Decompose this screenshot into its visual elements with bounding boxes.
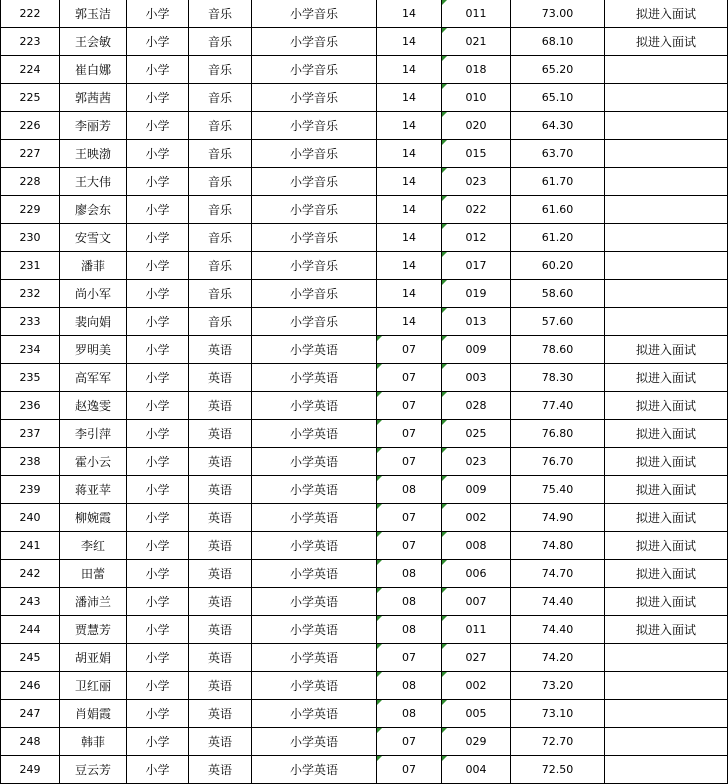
- group-code-cell: 08: [377, 616, 442, 644]
- table-row: [1, 644, 728, 672]
- group-code-cell: 08: [377, 588, 442, 616]
- score-cell: 78.60: [511, 336, 605, 364]
- group-code-cell: 07: [377, 644, 442, 672]
- position-cell: 小学英语: [252, 504, 377, 532]
- score-cell: 65.20: [511, 56, 605, 84]
- row-number-cell: 226: [1, 112, 60, 140]
- table-row: [1, 728, 728, 756]
- row-number-cell: 240: [1, 504, 60, 532]
- group-code-cell: 14: [377, 252, 442, 280]
- subject-cell: 音乐: [189, 196, 252, 224]
- name-cell: 田蕾: [60, 560, 127, 588]
- seat-number-cell: 012: [442, 224, 511, 252]
- score-cell: 73.00: [511, 0, 605, 28]
- subject-cell: 英语: [189, 700, 252, 728]
- score-cell: 57.60: [511, 308, 605, 336]
- position-cell: 小学音乐: [252, 224, 377, 252]
- score-cell: 60.20: [511, 252, 605, 280]
- subject-cell: 英语: [189, 504, 252, 532]
- remark-cell: [605, 756, 728, 784]
- score-cell: 75.40: [511, 476, 605, 504]
- score-cell: 74.40: [511, 616, 605, 644]
- school-level-cell: 小学: [127, 644, 189, 672]
- row-number-cell: 227: [1, 140, 60, 168]
- group-code-cell: 14: [377, 224, 442, 252]
- seat-number-cell: 018: [442, 56, 511, 84]
- subject-cell: 英语: [189, 616, 252, 644]
- subject-cell: 英语: [189, 756, 252, 784]
- position-cell: 小学英语: [252, 728, 377, 756]
- subject-cell: 音乐: [189, 112, 252, 140]
- group-code-cell: 14: [377, 56, 442, 84]
- row-number-cell: 238: [1, 448, 60, 476]
- school-level-cell: 小学: [127, 588, 189, 616]
- table-row: [1, 84, 728, 112]
- school-level-cell: 小学: [127, 112, 189, 140]
- position-cell: 小学英语: [252, 672, 377, 700]
- remark-cell: [605, 112, 728, 140]
- seat-number-cell: 009: [442, 336, 511, 364]
- name-cell: 王映渤: [60, 140, 127, 168]
- row-number-cell: 231: [1, 252, 60, 280]
- row-number-cell: 230: [1, 224, 60, 252]
- seat-number-cell: 002: [442, 504, 511, 532]
- school-level-cell: 小学: [127, 420, 189, 448]
- remark-cell: 拟进入面试: [605, 532, 728, 560]
- table-row: [1, 532, 728, 560]
- seat-number-cell: 006: [442, 560, 511, 588]
- remark-cell: [605, 728, 728, 756]
- subject-cell: 英语: [189, 476, 252, 504]
- remark-cell: [605, 700, 728, 728]
- name-cell: 李红: [60, 532, 127, 560]
- position-cell: 小学音乐: [252, 308, 377, 336]
- subject-cell: 英语: [189, 672, 252, 700]
- row-number-cell: 234: [1, 336, 60, 364]
- name-cell: 廖会东: [60, 196, 127, 224]
- school-level-cell: 小学: [127, 616, 189, 644]
- school-level-cell: 小学: [127, 56, 189, 84]
- table-row: [1, 700, 728, 728]
- score-cell: 72.50: [511, 756, 605, 784]
- remark-cell: 拟进入面试: [605, 0, 728, 28]
- row-number-cell: 224: [1, 56, 60, 84]
- name-cell: 胡亚娟: [60, 644, 127, 672]
- group-code-cell: 08: [377, 476, 442, 504]
- position-cell: 小学英语: [252, 700, 377, 728]
- school-level-cell: 小学: [127, 224, 189, 252]
- seat-number-cell: 005: [442, 700, 511, 728]
- position-cell: 小学英语: [252, 476, 377, 504]
- row-number-cell: 241: [1, 532, 60, 560]
- position-cell: 小学音乐: [252, 0, 377, 28]
- subject-cell: 音乐: [189, 224, 252, 252]
- row-number-cell: 229: [1, 196, 60, 224]
- school-level-cell: 小学: [127, 364, 189, 392]
- school-level-cell: 小学: [127, 560, 189, 588]
- name-cell: 李引萍: [60, 420, 127, 448]
- group-code-cell: 14: [377, 196, 442, 224]
- seat-number-cell: 015: [442, 140, 511, 168]
- group-code-cell: 08: [377, 672, 442, 700]
- school-level-cell: 小学: [127, 448, 189, 476]
- row-number-cell: 244: [1, 616, 60, 644]
- seat-number-cell: 021: [442, 28, 511, 56]
- table-row: [1, 0, 728, 28]
- position-cell: 小学音乐: [252, 196, 377, 224]
- score-cell: 61.60: [511, 196, 605, 224]
- table-row: [1, 616, 728, 644]
- position-cell: 小学音乐: [252, 28, 377, 56]
- position-cell: 小学英语: [252, 756, 377, 784]
- remark-cell: 拟进入面试: [605, 448, 728, 476]
- subject-cell: 英语: [189, 364, 252, 392]
- row-number-cell: 232: [1, 280, 60, 308]
- position-cell: 小学音乐: [252, 84, 377, 112]
- seat-number-cell: 007: [442, 588, 511, 616]
- remark-cell: [605, 224, 728, 252]
- remark-cell: [605, 168, 728, 196]
- score-cell: 74.20: [511, 644, 605, 672]
- position-cell: 小学英语: [252, 560, 377, 588]
- row-number-cell: 243: [1, 588, 60, 616]
- subject-cell: 音乐: [189, 56, 252, 84]
- subject-cell: 英语: [189, 532, 252, 560]
- seat-number-cell: 011: [442, 616, 511, 644]
- remark-cell: 拟进入面试: [605, 336, 728, 364]
- group-code-cell: 14: [377, 140, 442, 168]
- subject-cell: 英语: [189, 560, 252, 588]
- position-cell: 小学英语: [252, 532, 377, 560]
- school-level-cell: 小学: [127, 140, 189, 168]
- school-level-cell: 小学: [127, 280, 189, 308]
- seat-number-cell: 003: [442, 364, 511, 392]
- score-cell: 58.60: [511, 280, 605, 308]
- seat-number-cell: 019: [442, 280, 511, 308]
- row-number-cell: 233: [1, 308, 60, 336]
- score-cell: 74.70: [511, 560, 605, 588]
- row-number-cell: 228: [1, 168, 60, 196]
- seat-number-cell: 008: [442, 532, 511, 560]
- subject-cell: 音乐: [189, 168, 252, 196]
- subject-cell: 英语: [189, 728, 252, 756]
- group-code-cell: 08: [377, 700, 442, 728]
- group-code-cell: 14: [377, 28, 442, 56]
- position-cell: 小学音乐: [252, 280, 377, 308]
- group-code-cell: 14: [377, 168, 442, 196]
- seat-number-cell: 025: [442, 420, 511, 448]
- table-row: [1, 112, 728, 140]
- name-cell: 豆云芳: [60, 756, 127, 784]
- group-code-cell: 14: [377, 308, 442, 336]
- subject-cell: 英语: [189, 336, 252, 364]
- score-cell: 68.10: [511, 28, 605, 56]
- score-cell: 74.40: [511, 588, 605, 616]
- remark-cell: 拟进入面试: [605, 476, 728, 504]
- position-cell: 小学英语: [252, 644, 377, 672]
- score-cell: 65.10: [511, 84, 605, 112]
- name-cell: 郭玉洁: [60, 0, 127, 28]
- school-level-cell: 小学: [127, 756, 189, 784]
- table-row: [1, 504, 728, 532]
- table-row: [1, 56, 728, 84]
- name-cell: 卫红丽: [60, 672, 127, 700]
- school-level-cell: 小学: [127, 532, 189, 560]
- name-cell: 崔白娜: [60, 56, 127, 84]
- position-cell: 小学英语: [252, 588, 377, 616]
- name-cell: 肖娟霞: [60, 700, 127, 728]
- school-level-cell: 小学: [127, 700, 189, 728]
- table-row: [1, 756, 728, 784]
- school-level-cell: 小学: [127, 168, 189, 196]
- group-code-cell: 08: [377, 560, 442, 588]
- remark-cell: 拟进入面试: [605, 364, 728, 392]
- subject-cell: 音乐: [189, 140, 252, 168]
- remark-cell: [605, 140, 728, 168]
- school-level-cell: 小学: [127, 196, 189, 224]
- remark-cell: 拟进入面试: [605, 392, 728, 420]
- remark-cell: 拟进入面试: [605, 504, 728, 532]
- row-number-cell: 239: [1, 476, 60, 504]
- group-code-cell: 07: [377, 392, 442, 420]
- table-row: [1, 476, 728, 504]
- school-level-cell: 小学: [127, 28, 189, 56]
- seat-number-cell: 023: [442, 448, 511, 476]
- results-table-body: [1, 0, 728, 784]
- name-cell: 罗明美: [60, 336, 127, 364]
- subject-cell: 英语: [189, 644, 252, 672]
- row-number-cell: 235: [1, 364, 60, 392]
- remark-cell: 拟进入面试: [605, 588, 728, 616]
- row-number-cell: 246: [1, 672, 60, 700]
- group-code-cell: 07: [377, 504, 442, 532]
- row-number-cell: 225: [1, 84, 60, 112]
- row-number-cell: 245: [1, 644, 60, 672]
- subject-cell: 音乐: [189, 84, 252, 112]
- group-code-cell: 07: [377, 728, 442, 756]
- subject-cell: 音乐: [189, 252, 252, 280]
- remark-cell: [605, 56, 728, 84]
- subject-cell: 音乐: [189, 0, 252, 28]
- subject-cell: 英语: [189, 392, 252, 420]
- name-cell: 尚小军: [60, 280, 127, 308]
- table-row: [1, 28, 728, 56]
- name-cell: 赵逸雯: [60, 392, 127, 420]
- name-cell: 霍小云: [60, 448, 127, 476]
- position-cell: 小学英语: [252, 364, 377, 392]
- group-code-cell: 07: [377, 336, 442, 364]
- score-cell: 74.80: [511, 532, 605, 560]
- school-level-cell: 小学: [127, 672, 189, 700]
- table-row: [1, 336, 728, 364]
- table-row: [1, 448, 728, 476]
- subject-cell: 英语: [189, 588, 252, 616]
- seat-number-cell: 011: [442, 0, 511, 28]
- name-cell: 李丽芳: [60, 112, 127, 140]
- remark-cell: [605, 308, 728, 336]
- name-cell: 潘沛兰: [60, 588, 127, 616]
- seat-number-cell: 022: [442, 196, 511, 224]
- table-row: [1, 140, 728, 168]
- score-cell: 73.10: [511, 700, 605, 728]
- seat-number-cell: 029: [442, 728, 511, 756]
- seat-number-cell: 020: [442, 112, 511, 140]
- seat-number-cell: 023: [442, 168, 511, 196]
- row-number-cell: 247: [1, 700, 60, 728]
- seat-number-cell: 017: [442, 252, 511, 280]
- seat-number-cell: 002: [442, 672, 511, 700]
- school-level-cell: 小学: [127, 504, 189, 532]
- position-cell: 小学英语: [252, 420, 377, 448]
- group-code-cell: 07: [377, 532, 442, 560]
- name-cell: 韩菲: [60, 728, 127, 756]
- group-code-cell: 14: [377, 0, 442, 28]
- position-cell: 小学音乐: [252, 168, 377, 196]
- score-cell: 77.40: [511, 392, 605, 420]
- table-row: [1, 560, 728, 588]
- table-row: [1, 196, 728, 224]
- seat-number-cell: 028: [442, 392, 511, 420]
- position-cell: 小学音乐: [252, 252, 377, 280]
- table-row: [1, 588, 728, 616]
- row-number-cell: 222: [1, 0, 60, 28]
- name-cell: 郭茜茜: [60, 84, 127, 112]
- group-code-cell: 14: [377, 84, 442, 112]
- group-code-cell: 14: [377, 280, 442, 308]
- group-code-cell: 07: [377, 364, 442, 392]
- seat-number-cell: 027: [442, 644, 511, 672]
- subject-cell: 英语: [189, 420, 252, 448]
- row-number-cell: 248: [1, 728, 60, 756]
- name-cell: 安雪文: [60, 224, 127, 252]
- table-row: [1, 224, 728, 252]
- remark-cell: 拟进入面试: [605, 420, 728, 448]
- subject-cell: 音乐: [189, 280, 252, 308]
- remark-cell: 拟进入面试: [605, 616, 728, 644]
- group-code-cell: 14: [377, 112, 442, 140]
- seat-number-cell: 010: [442, 84, 511, 112]
- table-row: [1, 168, 728, 196]
- name-cell: 裴向娟: [60, 308, 127, 336]
- school-level-cell: 小学: [127, 336, 189, 364]
- remark-cell: 拟进入面试: [605, 560, 728, 588]
- name-cell: 潘菲: [60, 252, 127, 280]
- seat-number-cell: 004: [442, 756, 511, 784]
- table-row: [1, 252, 728, 280]
- position-cell: 小学音乐: [252, 112, 377, 140]
- row-number-cell: 237: [1, 420, 60, 448]
- position-cell: 小学英语: [252, 392, 377, 420]
- table-row: [1, 420, 728, 448]
- remark-cell: [605, 196, 728, 224]
- score-cell: 74.90: [511, 504, 605, 532]
- name-cell: 王大伟: [60, 168, 127, 196]
- group-code-cell: 07: [377, 448, 442, 476]
- school-level-cell: 小学: [127, 392, 189, 420]
- remark-cell: [605, 672, 728, 700]
- position-cell: 小学音乐: [252, 140, 377, 168]
- row-number-cell: 249: [1, 756, 60, 784]
- score-cell: 63.70: [511, 140, 605, 168]
- subject-cell: 英语: [189, 448, 252, 476]
- row-number-cell: 242: [1, 560, 60, 588]
- score-cell: 72.70: [511, 728, 605, 756]
- table-row: [1, 392, 728, 420]
- name-cell: 柳婉霞: [60, 504, 127, 532]
- school-level-cell: 小学: [127, 728, 189, 756]
- score-cell: 73.20: [511, 672, 605, 700]
- seat-number-cell: 009: [442, 476, 511, 504]
- position-cell: 小学英语: [252, 448, 377, 476]
- school-level-cell: 小学: [127, 476, 189, 504]
- group-code-cell: 07: [377, 420, 442, 448]
- score-cell: 76.80: [511, 420, 605, 448]
- table-row: [1, 672, 728, 700]
- remark-cell: 拟进入面试: [605, 28, 728, 56]
- table-row: [1, 308, 728, 336]
- remark-cell: [605, 84, 728, 112]
- remark-cell: [605, 280, 728, 308]
- name-cell: 王会敏: [60, 28, 127, 56]
- row-number-cell: 223: [1, 28, 60, 56]
- score-cell: 61.20: [511, 224, 605, 252]
- subject-cell: 音乐: [189, 308, 252, 336]
- remark-cell: [605, 252, 728, 280]
- position-cell: 小学英语: [252, 616, 377, 644]
- score-cell: 78.30: [511, 364, 605, 392]
- row-number-cell: 236: [1, 392, 60, 420]
- name-cell: 高军军: [60, 364, 127, 392]
- position-cell: 小学音乐: [252, 56, 377, 84]
- score-cell: 76.70: [511, 448, 605, 476]
- table-row: [1, 280, 728, 308]
- group-code-cell: 07: [377, 756, 442, 784]
- school-level-cell: 小学: [127, 84, 189, 112]
- position-cell: 小学英语: [252, 336, 377, 364]
- subject-cell: 音乐: [189, 28, 252, 56]
- name-cell: 贾慧芳: [60, 616, 127, 644]
- remark-cell: [605, 644, 728, 672]
- school-level-cell: 小学: [127, 0, 189, 28]
- score-cell: 61.70: [511, 168, 605, 196]
- school-level-cell: 小学: [127, 308, 189, 336]
- school-level-cell: 小学: [127, 252, 189, 280]
- score-cell: 64.30: [511, 112, 605, 140]
- seat-number-cell: 013: [442, 308, 511, 336]
- name-cell: 蒋亚苹: [60, 476, 127, 504]
- table-row: [1, 364, 728, 392]
